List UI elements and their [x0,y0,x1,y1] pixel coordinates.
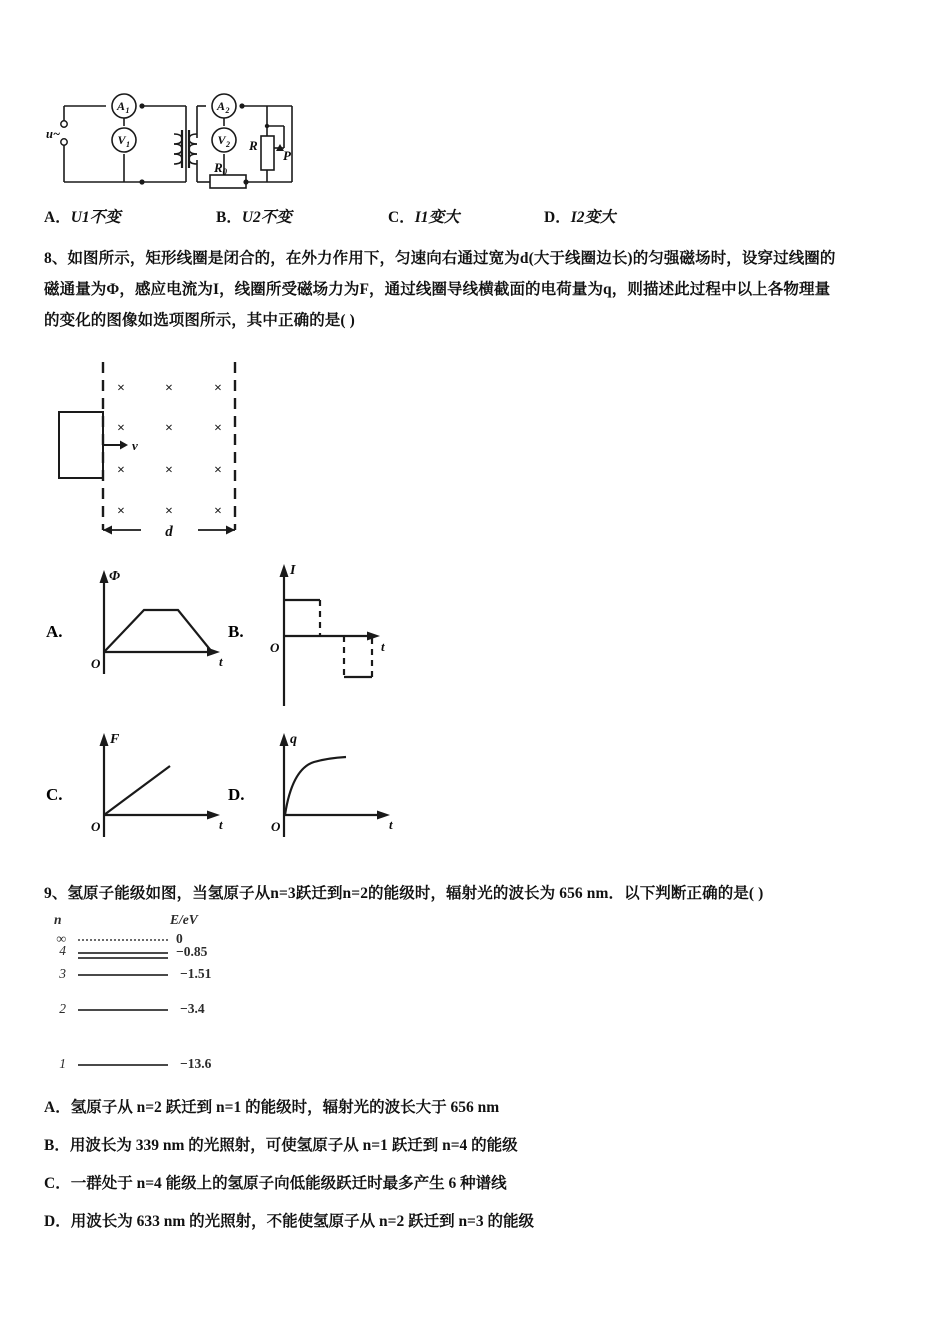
energy-level-n-4: 4 [59,943,66,958]
svg-text:×: × [165,463,173,478]
graph-a-xlabel: t [219,654,223,669]
current-vs-time-graph [262,556,422,711]
svg-text:×: × [117,381,125,396]
option-d-q9[interactable] [44,1209,534,1231]
option-a-q9[interactable] [44,1095,499,1117]
option-b-q7-text: U2不变 [241,209,292,226]
energy-value-2: −3.4 [180,1001,205,1016]
graph-d-origin: O [271,819,281,834]
svg-text:×: × [214,421,222,436]
source-label: u~ [46,127,61,141]
svg-text:×: × [117,463,125,478]
voltmeter-1-sub: 1 [126,140,130,149]
energy-line-3 [78,974,168,976]
voltmeter-2-label: V [217,133,226,147]
option-b-q7[interactable]: B．U2不变 [216,209,292,226]
svg-text:×: × [214,463,222,478]
graph-c-label: C. [46,785,63,804]
voltmeter-1-label: V [117,133,126,147]
question-9-body [44,878,924,909]
question-8-number: 8、 [44,250,68,267]
graph-b-xlabel: t [381,639,385,654]
option-d-q7-text: I2变大 [570,209,616,226]
svg-text:×: × [165,421,173,436]
svg-text:×: × [117,504,125,519]
ammeter-2-sub: 2 [225,106,230,115]
energy-value-4: −0.85 [176,944,208,959]
question-8-line3: 的变化的图像如选项图所示，其中正确的是( ) [44,312,355,329]
energy-line-2 [78,1009,168,1011]
question-9-text: 氢原子能级如图，当氢原子从n=3跃迁到n=2的能级时，辐射光的波长为 656 nm．以下判断正确的是( ) [67,885,764,902]
option-c-q9-text: 一群处于 n=4 能级上的氢原子向低能级跃迁时最多产生 6 种谱线 [70,1175,507,1192]
option-c-q7-label: C [388,209,400,226]
energy-header-e: E/eV [170,912,198,927]
energy-header-n: n [54,912,62,927]
energy-line-infinity [78,939,168,941]
option-d-q7[interactable]: D．I2变大 [544,209,616,226]
svg-text:×: × [117,421,125,436]
option-a-q7[interactable]: A．U1不变 [44,209,121,226]
option-b-q9-label: B． [44,1137,70,1154]
graph-a-ylabel: Φ [109,569,121,584]
slider-label: P [283,148,291,163]
energy-level-n-infinity: ∞ [56,931,66,946]
option-d-q9-text: 用波长为 633 nm 的光照射，不能使氢原子从 n=2 跃迁到 n=3 的能级 [70,1213,535,1230]
energy-value-3: −1.51 [180,966,212,981]
graph-a-label: A. [46,622,63,641]
graph-a-origin: O [91,656,101,671]
option-b-q7-label: B [216,209,227,226]
option-d-q9-label: D． [44,1213,71,1230]
option-d-q7-label: D [544,209,556,226]
option-c-q7-text: I1变大 [414,209,460,226]
graph-d-xlabel: t [389,817,393,832]
graph-c-ylabel: F [110,732,120,747]
option-b-q9-text: 用波长为 339 nm 的光照射，可使氢原子从 n=1 跃迁到 n=4 的能级 [69,1137,518,1154]
option-a-q7-label: A [44,209,56,226]
energy-value-infinity: 0 [176,931,183,946]
graph-b-ylabel: I [290,563,296,578]
option-c-q9-label: C． [44,1175,71,1192]
fixed-resistor-label: R [214,160,223,175]
graph-c-origin: O [91,819,101,834]
option-a-q7-text: U1不变 [70,209,121,226]
svg-text:×: × [214,504,222,519]
voltmeter-2-sub: 2 [226,140,230,149]
energy-level-n-1: 1 [59,1056,66,1071]
graph-d-ylabel: q [290,732,297,747]
question-8-body [44,243,910,336]
energy-level-n-2: 2 [59,1001,66,1016]
svg-text:×: × [165,504,173,519]
energy-line-1 [78,1064,168,1066]
option-b-q9[interactable] [44,1133,518,1155]
energy-line-4 [78,952,168,959]
fixed-resistor-sub: 0 [222,167,227,177]
hydrogen-energy-level-diagram [46,912,296,1082]
energy-level-n-3: 3 [59,966,66,981]
svg-text:×: × [165,381,173,396]
flux-vs-time-graph [82,562,242,682]
question7-options-row [44,205,804,229]
graph-b-origin: O [270,640,280,655]
rheostat-label: R [249,138,258,153]
ammeter-1-sub: 1 [125,106,130,115]
force-vs-time-graph [82,725,242,845]
graph-b-label: B. [228,622,244,641]
velocity-label: v [132,438,138,453]
ammeter-2-label: A [217,99,226,113]
question-8-line1: 如图所示，矩形线圈是闭合的，在外力作用下，匀速向右通过宽为d(大于线圈边长)的匀强磁场时，设穿过线圈的 [67,250,836,267]
ammeter-1-label: A [117,99,126,113]
charge-vs-time-graph [262,725,422,845]
graph-d-label: D. [228,785,245,804]
option-c-q7[interactable]: C．I1变大 [388,209,460,226]
question-8-line2: 磁通量为Φ，感应电流为I，线圈所受磁场力为F，通过线圈导线横截面的电荷量为q，则描述此过程中以上各物理量 [44,281,831,298]
option-a-q9-text: 氢原子从 n=2 跃迁到 n=1 的能级时，辐射光的波长大于 656 nm [70,1099,500,1116]
option-a-q9-label: A． [44,1099,71,1116]
coil-entering-field-diagram [46,352,276,544]
question-9-number: 9、 [44,885,68,902]
svg-text:×: × [214,381,222,396]
transformer-circuit-diagram [46,78,306,200]
energy-value-1: −13.6 [180,1056,212,1071]
graph-c-xlabel: t [219,817,223,832]
option-c-q9[interactable] [44,1171,507,1193]
field-width-label: d [165,524,173,540]
